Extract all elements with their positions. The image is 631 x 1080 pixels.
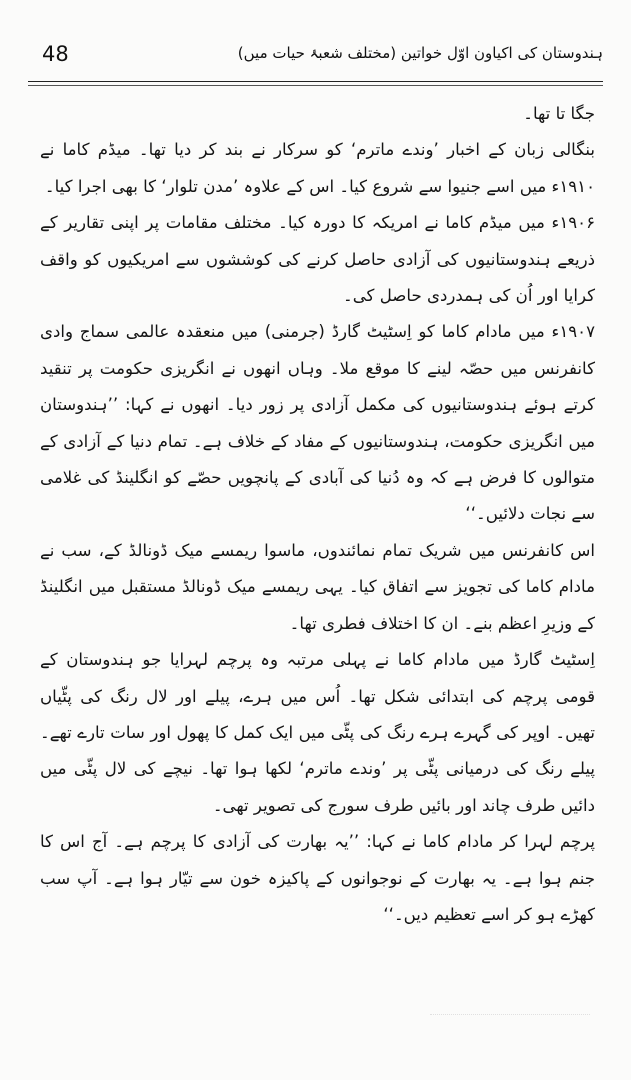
running-title: ہندوستان کی اکیاون اوّل خواتین (مختلف شعبۂ حیات میں)	[237, 44, 603, 62]
page-header	[28, 34, 603, 86]
paragraph-1: جگا تا تھا۔	[523, 104, 595, 123]
header-rule	[28, 81, 603, 82]
paragraph-5: اس کانفرنس میں شریک تمام نمائندوں، ماسوا ریمسے میک ڈونالڈ کے، سب نے مادام کاما کی تجویز سے اتفاق کیا۔ یہی ریمسے میک ڈونالڈ مستقبل میں انگلینڈ کے وزیرِ اعظم بنے۔ ان کا اختلاف فطری تھا۔	[40, 540, 595, 633]
header-rule-thin	[28, 85, 603, 86]
paragraph-2: بنگالی زبان کے اخبار ’وندے ماترم‘ کو سرکار نے بند کر دیا تھا۔ میڈم کاما نے ۱۹۱۰ء میں اسے جنیوا سے شروع کیا۔ اس کے علاوہ ’مدن تلوار‘ کا بھی اجرا کیا۔	[40, 140, 595, 196]
paragraph-4: ۱۹۰۷ء میں مادام کاما کو اِسٹیٹ گارڈ (جرمنی) میں منعقدہ عالمی سماج وادی کانفرنس میں حصّہ لینے کا موقع ملا۔ وہاں انھوں نے انگریزی حکومت پر تنقید کرتے ہوئے ہندوستانیوں کی مکمل آزادی پر زور دیا۔ انھوں نے کہا: ’’ہندوستان میں انگریزی حکومت، ہندوستانیوں کے مفاد کے خلاف ہے۔ تمام دنیا کے آزادی کے متوالوں کا فرض ہے کہ وہ دُنیا کی آبادی کے پانچویں حصّے کو انگلینڈ کی غلامی سے نجات دلائیں۔‘‘	[40, 322, 595, 524]
show-through-trace	[430, 1014, 590, 1025]
paragraph-3: ۱۹۰۶ء میں میڈم کاما نے امریکہ کا دورہ کیا۔ مختلف مقامات پر اپنی تقاریر کے ذریعے ہندوستانیوں کی آزادی حاصل کرنے کی کوششوں سے امریکیوں کو واقف کرایا اور اُن کی ہمدردی حاصل کی۔	[40, 213, 595, 306]
page-number: 48	[42, 42, 69, 66]
paragraph-7: پرچم لہرا کر مادام کاما نے کہا: ’’یہ بھارت کی آزادی کا پرچم ہے۔ آج اس کا جنم ہوا ہے۔ یہ بھارت کے نوجوانوں کے پاکیزہ خون سے تیّار ہوا ہے۔ آپ سب کھڑے ہو کر اسے تعظیم دیں۔‘‘	[40, 832, 595, 924]
paragraph-6: اِسٹیٹ گارڈ میں مادام کاما نے پہلی مرتبہ وہ پرچم لہرایا جو ہندوستان کے قومی پرچم کی ابتدائی شکل تھا۔ اُس میں ہرے، پیلے اور لال رنگ کی پٹّیاں تھیں۔ اوپر کی گہرے ہرے رنگ کی پٹّی میں ایک کمل کا پھول اور سات تارے تھے۔ پیلے رنگ کی درمیانی پٹّی پر ’وندے ماترم‘ لکھا ہوا تھا۔ نیچے کی لال پٹّی میں دائیں طرف چاند اور بائیں طرف سورج کی تصویر تھی۔	[40, 650, 595, 815]
body-text	[40, 96, 595, 933]
